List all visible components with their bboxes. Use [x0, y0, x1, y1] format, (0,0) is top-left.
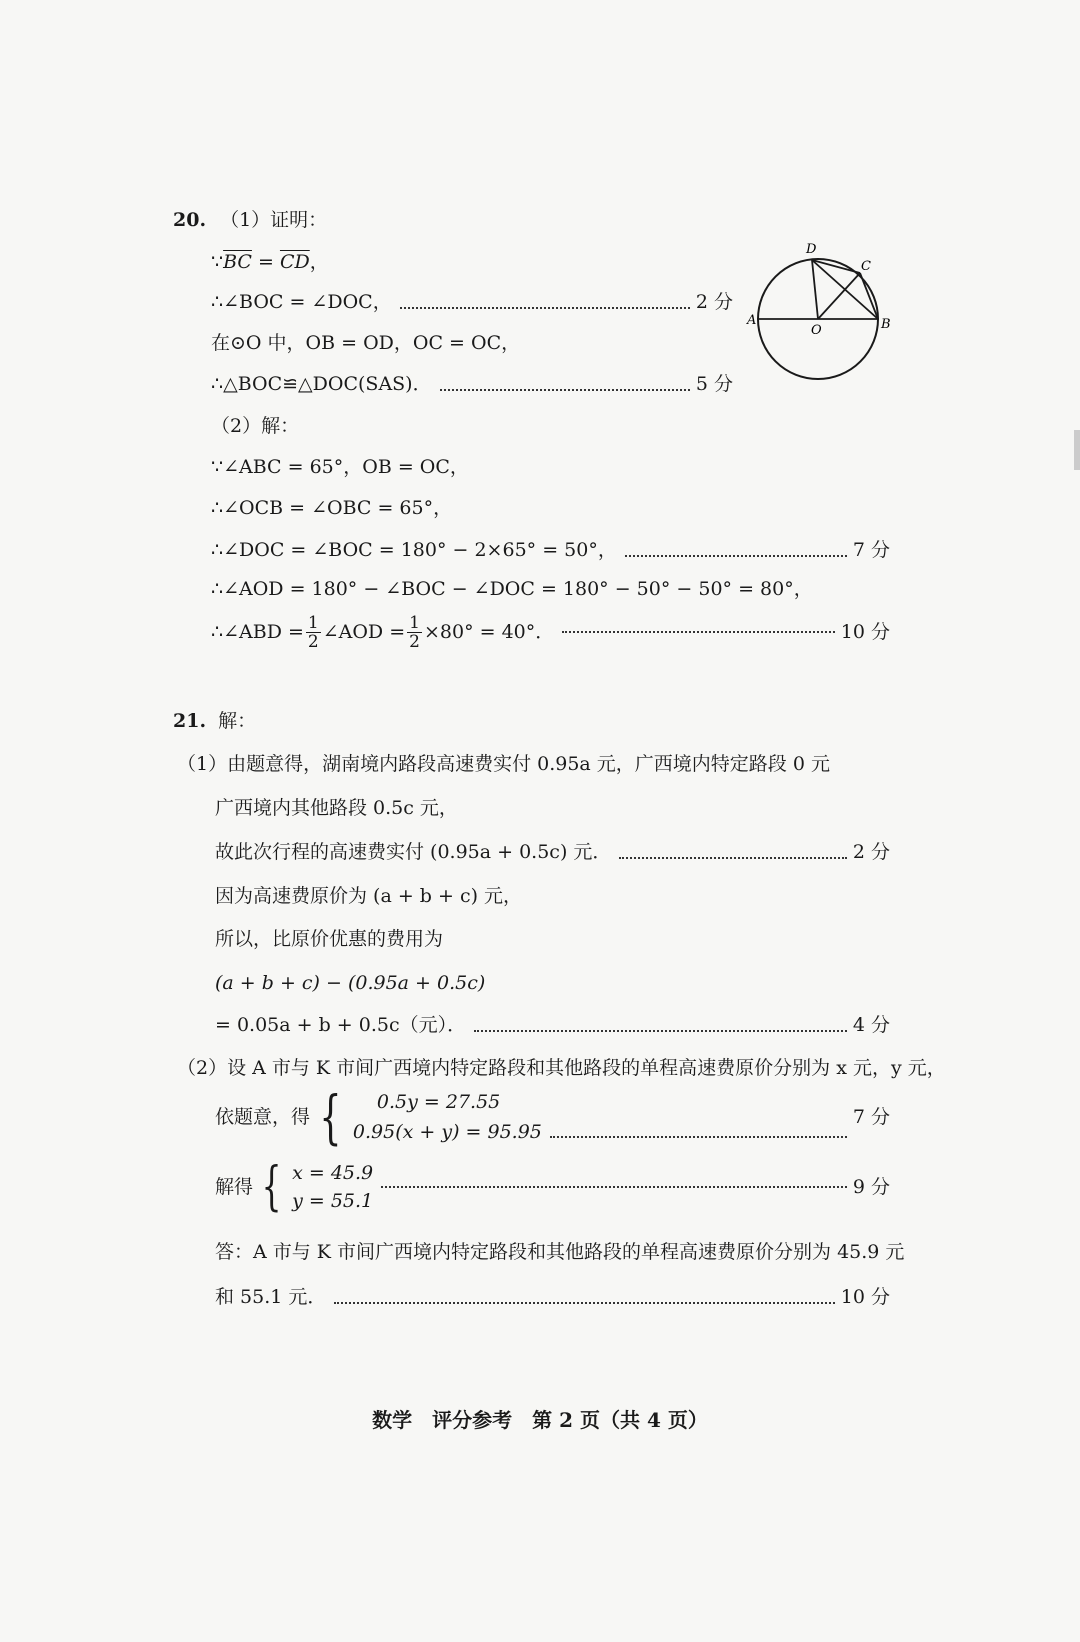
- leader-dots: [474, 1030, 847, 1032]
- q20-part2-label-text: （2）解：: [211, 415, 300, 437]
- q21-line-2: [215, 796, 458, 820]
- q20-line-8-text: ∴∠AOD = 180° − ∠BOC − ∠DOC = 180° − 50° − 50° = 80°，: [211, 578, 813, 600]
- q20-line-5-text: ∵∠ABC = 65°，OB = OC，: [211, 456, 469, 478]
- q21-equation-system: [215, 1083, 890, 1151]
- q20-line-4-text: ∴△BOC≌△DOC(SAS)．: [211, 373, 432, 395]
- arc-bc: $\overline{BC}$: [223, 251, 252, 273]
- label-d: D: [806, 242, 817, 257]
- fraction-half: [306, 614, 321, 651]
- q21-header: [173, 709, 256, 733]
- q20-score-5: 5 分: [695, 373, 733, 395]
- q21-solution-label: 解得: [215, 1176, 254, 1198]
- q21-answer-text-1: 答：A 市与 K 市间广西境内特定路段和其他路段的单程高速费原价分别为 45.9 元: [215, 1241, 905, 1263]
- q21-line-7: [215, 1013, 890, 1037]
- equation-1: 0.5y = 27.55: [376, 1091, 501, 1113]
- q20-line-3-text: 在⊙O 中，OB = OD，OC = OC，: [211, 332, 521, 354]
- q21-number: 21.: [173, 710, 207, 732]
- arc-cd: $\overline{CD}$: [279, 251, 310, 273]
- q20-line-6-text: ∴∠OCB = ∠OBC = 65°，: [211, 497, 453, 519]
- q20-header: [173, 208, 327, 232]
- q21-line-5: [215, 927, 443, 951]
- q20-part1-label: （1）证明：: [220, 209, 328, 231]
- q20-line-5: [211, 455, 469, 479]
- q21-line-4-text: 因为高速费原价为 (a + b + c) 元，: [215, 885, 523, 907]
- equation-2: 0.95(x + y) = 95.95: [352, 1121, 542, 1143]
- q20-line-6: [211, 496, 452, 520]
- q21-line-2-text: 广西境内其他路段 0.5c 元，: [215, 797, 458, 819]
- fraction-numerator: 1: [409, 612, 420, 633]
- q21-head: 解：: [218, 710, 257, 732]
- fraction-half: [407, 614, 422, 651]
- scan-edge: [1074, 430, 1080, 470]
- q20-line-3: [211, 331, 520, 355]
- solutions: [292, 1159, 373, 1215]
- q21-system-label: 依题意，得: [215, 1106, 311, 1128]
- q21-line-1: [177, 752, 830, 776]
- q21-line-5-text: 所以，比原价优惠的费用为: [215, 928, 444, 950]
- q20-line-7-text: ∴∠DOC = ∠BOC = 180° − 2×65° = 50°，: [211, 539, 617, 561]
- label-c: C: [861, 259, 871, 274]
- page-footer: 数学 评分参考 第 2 页（共 4 页）: [372, 1408, 708, 1432]
- q21-line-1-text: （1）由题意得，湖南境内路段高速费实付 0.95a 元，广西境内特定路段 0 元: [177, 753, 830, 775]
- leader-dots: [562, 631, 835, 633]
- leader-dots: [334, 1302, 834, 1304]
- q21-answer-1: [215, 1240, 904, 1264]
- solution-y: y = 55.1: [292, 1190, 374, 1212]
- q20-line-4: [211, 372, 733, 396]
- q21-answer-2: [215, 1285, 890, 1309]
- fraction-denominator: 2: [307, 631, 319, 652]
- q21-score-10: 10 分: [840, 1286, 890, 1308]
- leader-dots: [381, 1186, 847, 1188]
- q21-score-4: 4 分: [852, 1014, 890, 1036]
- equations: [353, 1087, 542, 1147]
- leader-dots: [400, 307, 690, 309]
- q21-line-3-text: 故此次行程的高速费实付 (0.95a + 0.5c) 元．: [215, 841, 612, 863]
- brace-icon: {: [319, 1083, 342, 1151]
- q20-line-9-a: ∴∠ABD =: [211, 621, 304, 643]
- q21-line-6: [215, 971, 485, 995]
- fraction-numerator: 1: [307, 612, 319, 633]
- q20-score-7: 7 分: [852, 539, 890, 561]
- q20-line-7: [211, 538, 890, 562]
- q21-score-7: 7 分: [852, 1106, 890, 1128]
- leader-dots: [440, 389, 690, 391]
- q20-number: 20.: [173, 209, 207, 231]
- solution-x: x = 45.9: [292, 1162, 374, 1184]
- q20-line-8: [211, 577, 813, 601]
- q20-line-9-b: ∠AOD =: [322, 621, 406, 643]
- q20-line-2-text: ∴∠BOC = ∠DOC，: [211, 291, 392, 313]
- q21-line-7-text: = 0.05a + b + 0.5c（元）．: [215, 1014, 467, 1036]
- q20-line-1: ∵ $\overline{BC}$ = $\overline{CD}$ ，: [211, 251, 329, 273]
- q20-part2-label: [211, 414, 299, 438]
- brace-icon: {: [261, 1157, 282, 1217]
- circle-figure: [745, 238, 905, 388]
- leader-dots: [625, 555, 847, 557]
- q21-score-9: 9 分: [852, 1176, 890, 1198]
- label-a: A: [747, 313, 757, 328]
- q21-score-2: 2 分: [852, 841, 890, 863]
- label-b: B: [881, 317, 891, 332]
- q20-line-9: [211, 612, 890, 652]
- leader-dots: [619, 857, 846, 859]
- leader-dots: [550, 1136, 847, 1138]
- segment-oc: [818, 273, 860, 319]
- q21-line-4: [215, 884, 522, 908]
- q20-line-9-c: ×80° = 40°．: [423, 621, 555, 643]
- q21-line-8: [177, 1056, 946, 1080]
- q21-answer-text-2: 和 55.1 元．: [215, 1286, 327, 1308]
- q20-score-10: 10 分: [840, 621, 890, 643]
- label-o: O: [811, 323, 822, 338]
- q20-score-2: 2 分: [695, 291, 733, 313]
- segment-od: [812, 260, 818, 319]
- q20-line-2: [211, 290, 733, 314]
- q21-line-8-text: （2）设 A 市与 K 市间广西境内特定路段和其他路段的单程高速费原价分别为 x 元，y 元，: [177, 1057, 946, 1079]
- q21-line-6-text: (a + b + c) − (0.95a + 0.5c): [215, 972, 486, 994]
- q21-solution: [215, 1158, 890, 1216]
- q21-line-3: [215, 840, 890, 864]
- fraction-denominator: 2: [409, 631, 420, 652]
